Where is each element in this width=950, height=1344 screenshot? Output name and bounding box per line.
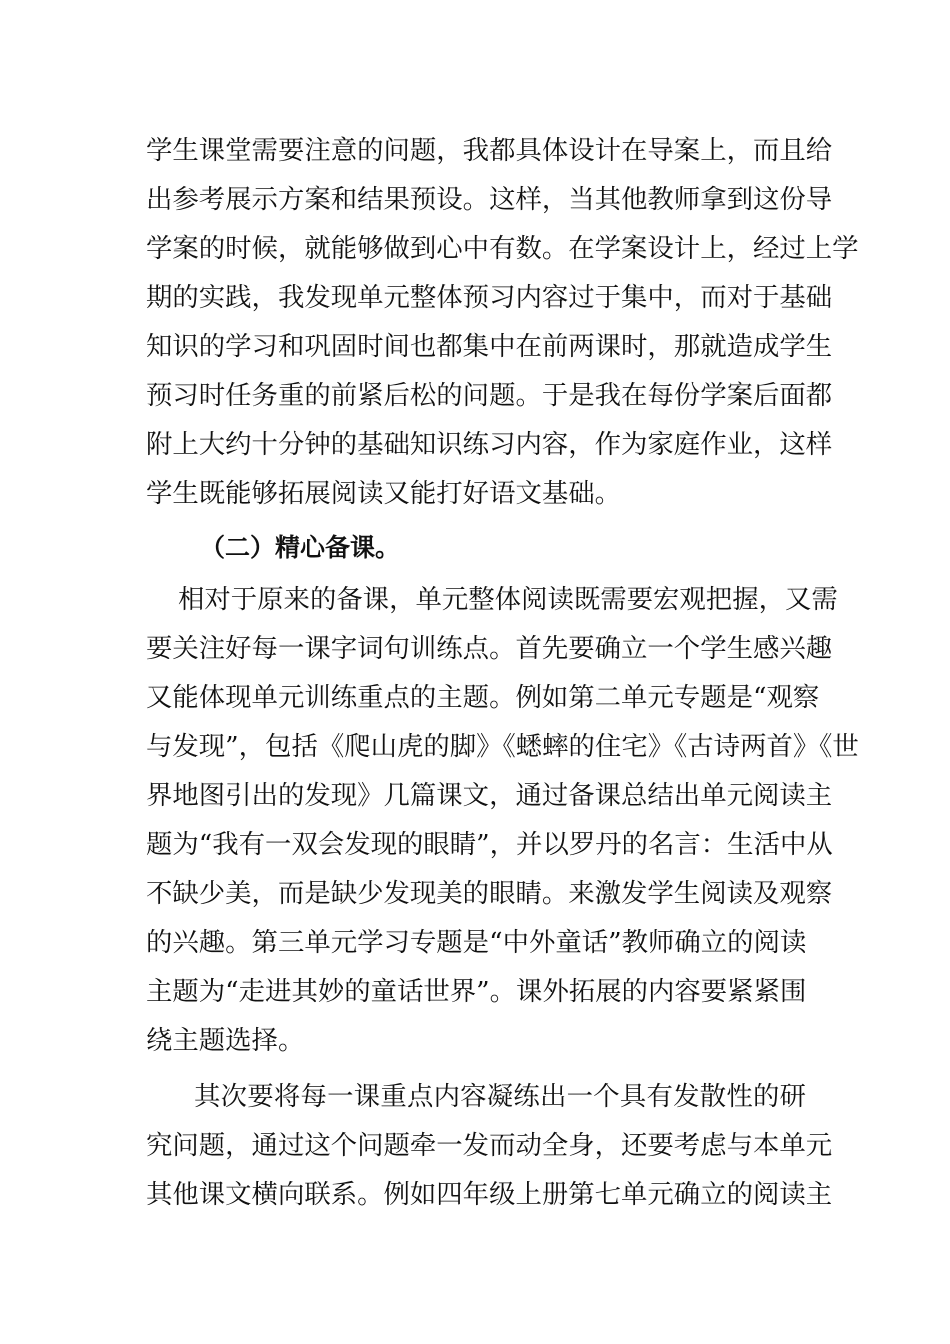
paragraph-2-line-1: 相对于原来的备课，单元整体阅读既需要宏观把握，又需 <box>178 584 838 615</box>
paragraph-2-line-4: 与发现”，包括《爬山虎的脚》《蟋蟀的住宅》《古诗两首》《世 <box>146 731 859 762</box>
paragraph-2-line-8: 的兴趣。第三单元学习专题是“中外童话”教师确立的阅读 <box>146 927 807 958</box>
section-heading: （二）精心备课。 <box>200 533 401 562</box>
paragraph-2-line-10: 绕主题选择。 <box>146 1025 305 1056</box>
paragraph-1-line-1: 学生课堂需要注意的问题，我都具体设计在导案上，而且给 <box>146 135 833 166</box>
paragraph-2-line-5: 界地图引出的发现》几篇课文，通过备课总结出单元阅读主 <box>146 780 833 811</box>
paragraph-2-line-7: 不缺少美，而是缺少发现美的眼睛。来激发学生阅读及观察 <box>146 878 833 909</box>
paragraph-2-line-9: 主题为“走进其妙的童话世界”。课外拓展的内容要紧紧围 <box>146 976 807 1007</box>
paragraph-1-line-6: 预习时任务重的前紧后松的问题。于是我在每份学案后面都 <box>146 380 833 411</box>
paragraph-1-line-8: 学生既能够拓展阅读又能打好语文基础。 <box>146 478 622 509</box>
paragraph-1-line-2: 出参考展示方案和结果预设。这样，当其他教师拿到这份导 <box>146 184 833 215</box>
paragraph-3-line-3: 其他课文横向联系。例如四年级上册第七单元确立的阅读主 <box>146 1179 833 1210</box>
paragraph-2-line-6: 题为“我有一双会发现的眼睛”，并以罗丹的名言：生活中从 <box>146 829 833 860</box>
paragraph-1-line-5: 知识的学习和巩固时间也都集中在前两课时，那就造成学生 <box>146 331 833 362</box>
paragraph-1-line-7: 附上大约十分钟的基础知识练习内容，作为家庭作业，这样 <box>146 429 833 460</box>
paragraph-3-line-2: 究问题，通过这个问题牵一发而动全身，还要考虑与本单元 <box>146 1130 833 1161</box>
paragraph-3-line-1: 其次要将每一课重点内容凝练出一个具有发散性的研 <box>194 1081 806 1112</box>
paragraph-2-line-2: 要关注好每一课字词句训练点。首先要确立一个学生感兴趣 <box>146 633 833 664</box>
paragraph-1-line-3: 学案的时候，就能够做到心中有数。在学案设计上，经过上学 <box>146 233 859 264</box>
paragraph-1-line-4: 期的实践，我发现单元整体预习内容过于集中，而对于基础 <box>146 282 833 313</box>
paragraph-2-line-3: 又能体现单元训练重点的主题。例如第二单元专题是“观察 <box>146 682 820 713</box>
